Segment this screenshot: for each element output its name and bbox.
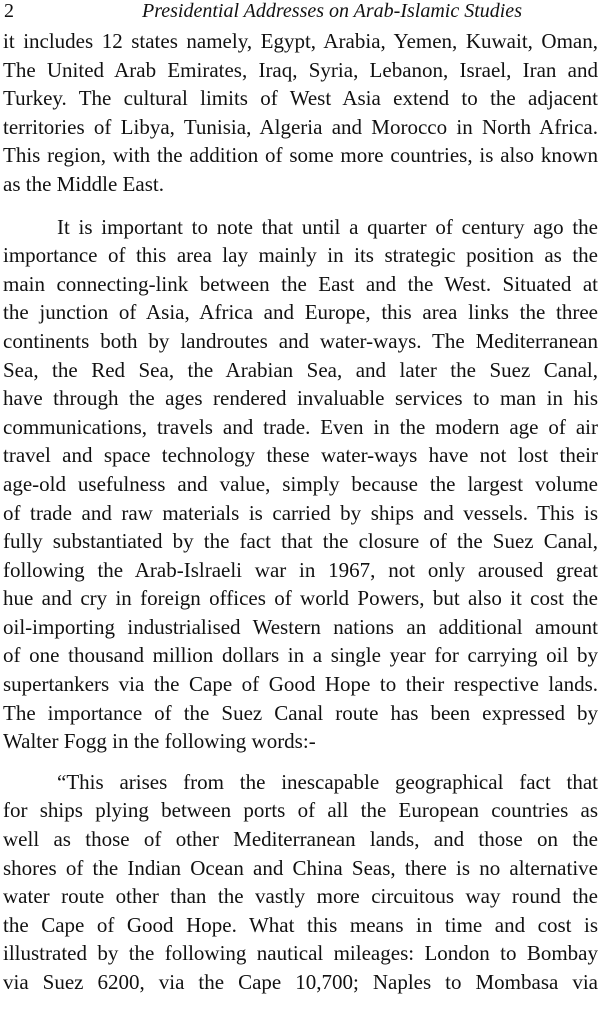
text-line: supertankers via the Cape of Good Hope to their respective lands. — [3, 672, 598, 697]
text-line: as the Middle East. — [3, 171, 164, 196]
paragraph-2 — [3, 213, 598, 756]
text-line: “This arises from the inescapable geographical fact that — [57, 769, 598, 794]
text-line: well as those of other Mediterranean lands, and those on the — [3, 827, 598, 852]
text-line: of trade and raw materials is carried by ships and vessels. This is — [3, 500, 598, 525]
text-line: The importance of the Suez Canal route has been expressed by — [3, 700, 598, 725]
text-line: Turkey. The cultural limits of West Asia extend to the adjacent — [3, 86, 598, 111]
page-number: 2 — [4, 0, 14, 22]
text-line: continents both by landroutes and water-ways. The Mediterranean — [3, 328, 598, 353]
text-line: communications, travels and trade. Even in the modern age of air — [3, 414, 598, 439]
text-line: age-old usefulness and value, simply because the largest volume — [3, 471, 598, 496]
text-line: have through the ages rendered invaluable services to man in his — [3, 386, 598, 411]
text-line: hue and cry in foreign offices of world Powers, but also it cost the — [3, 586, 598, 611]
text-line: importance of this area lay mainly in its strategic position as the — [3, 243, 598, 268]
text-line: It is important to note that until a quarter of century ago the — [57, 214, 598, 239]
text-line: This region, with the addition of some more countries, is also known — [3, 143, 598, 168]
text-line: the Cape of Good Hope. What this means in time and cost is — [3, 912, 598, 937]
text-line: of one thousand million dollars in a single year for carrying oil by — [3, 643, 598, 668]
text-line: main connecting-link between the East and the West. Situated at — [3, 271, 598, 296]
text-line: water route other than the vastly more circuitous way round the — [3, 884, 598, 909]
text-line: for ships plying between ports of all the European countries as — [3, 798, 598, 823]
text-line: the junction of Asia, Africa and Europe, this area links the three — [3, 300, 598, 325]
text-line: shores of the Indian Ocean and China Seas, there is no alternative — [3, 855, 598, 880]
text-line: territories of Libya, Tunisia, Algeria and Morocco in North Africa. — [3, 114, 598, 139]
text-line: oil-importing industrialised Western nations an additional amount — [3, 614, 598, 639]
text-line: Sea, the Red Sea, the Arabian Sea, and later the Suez Canal, — [3, 357, 598, 382]
text-line: fully substantiated by the fact that the closure of the Suez Canal, — [3, 529, 598, 554]
running-title: Presidential Addresses on Arab-Islamic Studies — [142, 0, 522, 22]
paragraph-3-quotation — [3, 768, 598, 997]
paragraph-gap — [3, 756, 598, 768]
text-line: illustrated by the following nautical mileages: London to Bombay — [3, 941, 598, 966]
text-line: via Suez 6200, via the Cape 10,700; Naples to Mombasa via — [3, 970, 598, 994]
text-line: Walter Fogg in the following words:- — [3, 729, 316, 754]
text-line: it includes 12 states namely, Egypt, Arabia, Yemen, Kuwait, Oman, — [3, 29, 598, 53]
text-line: travel and space technology these water-ways have not lost their — [3, 443, 598, 468]
paragraph-1 — [3, 27, 598, 199]
text-line: The United Arab Emirates, Iraq, Syria, Lebanon, Israel, Iran and — [3, 57, 598, 82]
text-line: following the Arab-Islraeli war in 1967, not only aroused great — [3, 557, 598, 582]
paragraph-gap — [3, 199, 598, 213]
page-header — [3, 0, 598, 27]
